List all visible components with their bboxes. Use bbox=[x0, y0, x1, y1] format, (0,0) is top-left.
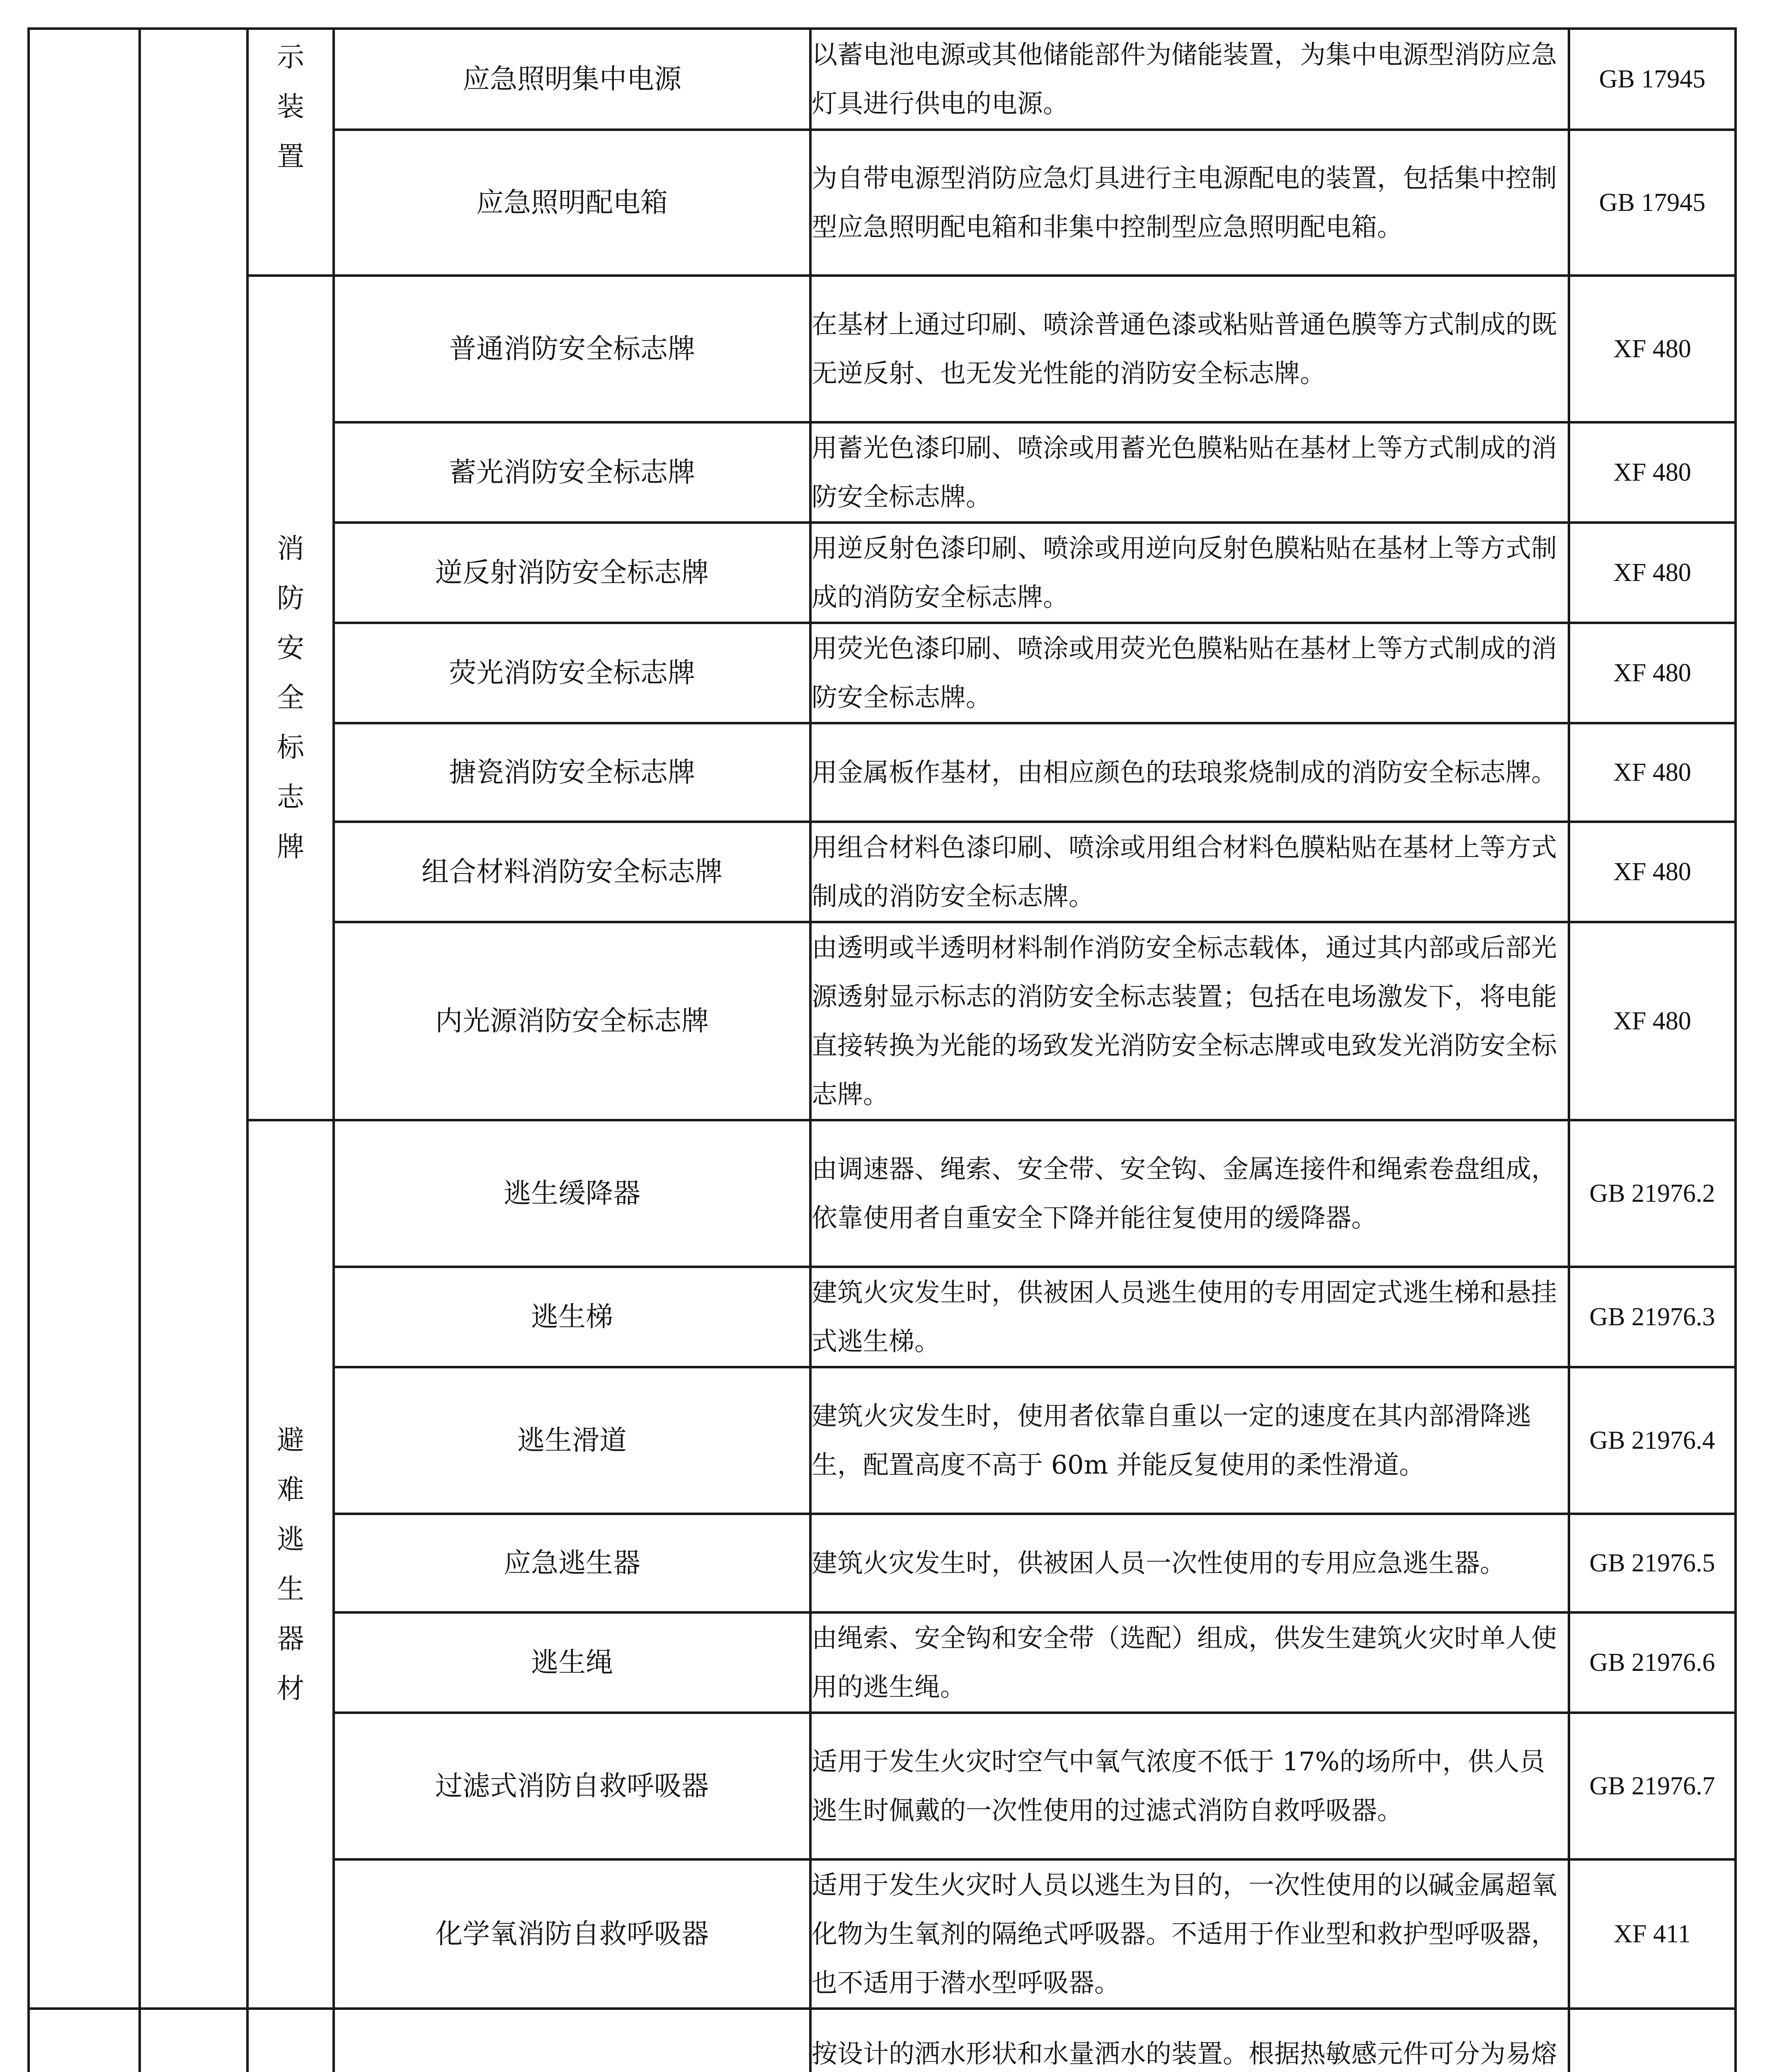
seq-number-cell bbox=[29, 29, 140, 2009]
table-row bbox=[29, 29, 1736, 130]
product-name: 荧光消防安全标志牌 bbox=[334, 623, 810, 723]
product-description: 建筑火灾发生时，供被困人员逃生使用的专用固定式逃生梯和悬挂式逃生梯。 bbox=[810, 1267, 1569, 1367]
standard-code: GB 21976.2 bbox=[1569, 1120, 1736, 1267]
standard-code: GB 21976.5 bbox=[1569, 1514, 1736, 1612]
product-name: 应急照明配电箱 bbox=[334, 130, 810, 276]
standard-code: XF 480 bbox=[1569, 623, 1736, 723]
product-description: 由调速器、绳索、安全带、安全钩、金属连接件和绳索卷盘组成，依靠使用者自重安全下降并能往复使用的缓降器。 bbox=[810, 1120, 1569, 1267]
product-description: 建筑火灾发生时，使用者依靠自重以一定的速度在其内部滑降逃生，配置高度不高于 60m 并能反复使用的柔性滑道。 bbox=[810, 1367, 1569, 1514]
standard-code: GB 21976.3 bbox=[1569, 1267, 1736, 1367]
product-description: 由透明或半透明材料制作消防安全标志载体，通过其内部或后部光源透射显示标志的消防安全标志装置；包括在电场激发下，将电能直接转换为光能的场致发光消防安全标志牌或电致发光消防安全标志牌。 bbox=[810, 922, 1569, 1120]
subcategory-cell bbox=[247, 2009, 334, 2072]
subcategory-cell bbox=[247, 29, 334, 276]
seq-number bbox=[29, 2009, 140, 2072]
product-description: 用组合材料色漆印刷、喷涂或用组合材料色膜粘贴在基材上等方式制成的消防安全标志牌。 bbox=[810, 822, 1569, 922]
product-name: 应急逃生器 bbox=[334, 1514, 810, 1612]
category-cell bbox=[140, 2009, 247, 2072]
standard-code bbox=[1569, 2009, 1736, 2072]
product-description: 由绳索、安全钩和安全带（选配）组成，供发生建筑火灾时单人使用的逃生绳。 bbox=[810, 1612, 1569, 1713]
product-description: 建筑火灾发生时，供被困人员一次性使用的专用应急逃生器。 bbox=[810, 1514, 1569, 1612]
product-name: 逃生缓降器 bbox=[334, 1120, 810, 1267]
standard-code: XF 411 bbox=[1569, 1859, 1736, 2009]
standard-code: GB 21976.6 bbox=[1569, 1612, 1736, 1713]
product-name: 逃生梯 bbox=[334, 1267, 810, 1367]
product-name: 普通消防安全标志牌 bbox=[334, 276, 810, 422]
standard-code: XF 480 bbox=[1569, 922, 1736, 1120]
standard-code: GB 21976.4 bbox=[1569, 1367, 1736, 1514]
table-row bbox=[29, 276, 1736, 422]
standard-code: XF 480 bbox=[1569, 822, 1736, 922]
standard-code: GB 17945 bbox=[1569, 29, 1736, 130]
product-name: 搪瓷消防安全标志牌 bbox=[334, 723, 810, 822]
standard-code: XF 480 bbox=[1569, 276, 1736, 422]
subcategory-label: 避难逃生器材 bbox=[277, 1424, 304, 1704]
standard-code: GB 21976.7 bbox=[1569, 1713, 1736, 1859]
product-name: 组合材料消防安全标志牌 bbox=[334, 822, 810, 922]
product-description: 按设计的洒水形状和水量洒水的装置。根据热敏感元件可分为易熔 bbox=[810, 2009, 1569, 2072]
subcategory-cell bbox=[247, 276, 334, 1120]
product-description: 为自带电源型消防应急灯具进行主电源配电的装置，包括集中控制型应急照明配电箱和非集中控制型应急照明配电箱。 bbox=[810, 130, 1569, 276]
product-name: 蓄光消防安全标志牌 bbox=[334, 422, 810, 523]
subcategory-cell bbox=[247, 1120, 334, 2009]
standard-code: GB 17945 bbox=[1569, 130, 1736, 276]
product-description: 用逆反射色漆印刷、喷涂或用逆向反射色膜粘贴在基材上等方式制成的消防安全标志牌。 bbox=[810, 523, 1569, 623]
product-description: 以蓄电池电源或其他储能部件为储能装置，为集中电源型消防应急灯具进行供电的电源。 bbox=[810, 29, 1569, 130]
product-description: 用金属板作基材，由相应颜色的珐琅浆烧制成的消防安全标志牌。 bbox=[810, 723, 1569, 822]
product-name: 逆反射消防安全标志牌 bbox=[334, 523, 810, 623]
product-standards-table bbox=[27, 27, 1737, 2072]
product-description: 在基材上通过印刷、喷涂普通色漆或粘贴普通色膜等方式制成的既无逆反射、也无发光性能的消防安全标志牌。 bbox=[810, 276, 1569, 422]
product-name: 逃生滑道 bbox=[334, 1367, 810, 1514]
product-description: 用蓄光色漆印刷、喷涂或用蓄光色膜粘贴在基材上等方式制成的消防安全标志牌。 bbox=[810, 422, 1569, 523]
product-description: 用荧光色漆印刷、喷涂或用荧光色膜粘贴在基材上等方式制成的消防安全标志牌。 bbox=[810, 623, 1569, 723]
product-description: 适用于发生火灾时空气中氧气浓度不低于 17%的场所中，供人员逃生时佩戴的一次性使用的过滤式消防自救呼吸器。 bbox=[810, 1713, 1569, 1859]
product-description: 适用于发生火灾时人员以逃生为目的，一次性使用的以碱金属超氧化物为生氧剂的隔绝式呼吸器。不适用于作业型和救护型呼吸器，也不适用于潜水型呼吸器。 bbox=[810, 1859, 1569, 2009]
product-name: 过滤式消防自救呼吸器 bbox=[334, 1713, 810, 1859]
product-name: 化学氧消防自救呼吸器 bbox=[334, 1859, 810, 2009]
product-name: 应急照明集中电源 bbox=[334, 29, 810, 130]
product-name: 内光源消防安全标志牌 bbox=[334, 922, 810, 1120]
table-row bbox=[29, 1120, 1736, 1267]
subcategory-label: 消防安全标志牌 bbox=[277, 533, 304, 863]
standard-code: XF 480 bbox=[1569, 523, 1736, 623]
subcategory-label: 示装置 bbox=[277, 41, 304, 172]
standard-code: XF 480 bbox=[1569, 723, 1736, 822]
product-name: 逃生绳 bbox=[334, 1612, 810, 1713]
product-name bbox=[334, 2009, 810, 2072]
standard-code: XF 480 bbox=[1569, 422, 1736, 523]
category-cell bbox=[140, 29, 247, 2009]
table-row bbox=[29, 2009, 1736, 2072]
